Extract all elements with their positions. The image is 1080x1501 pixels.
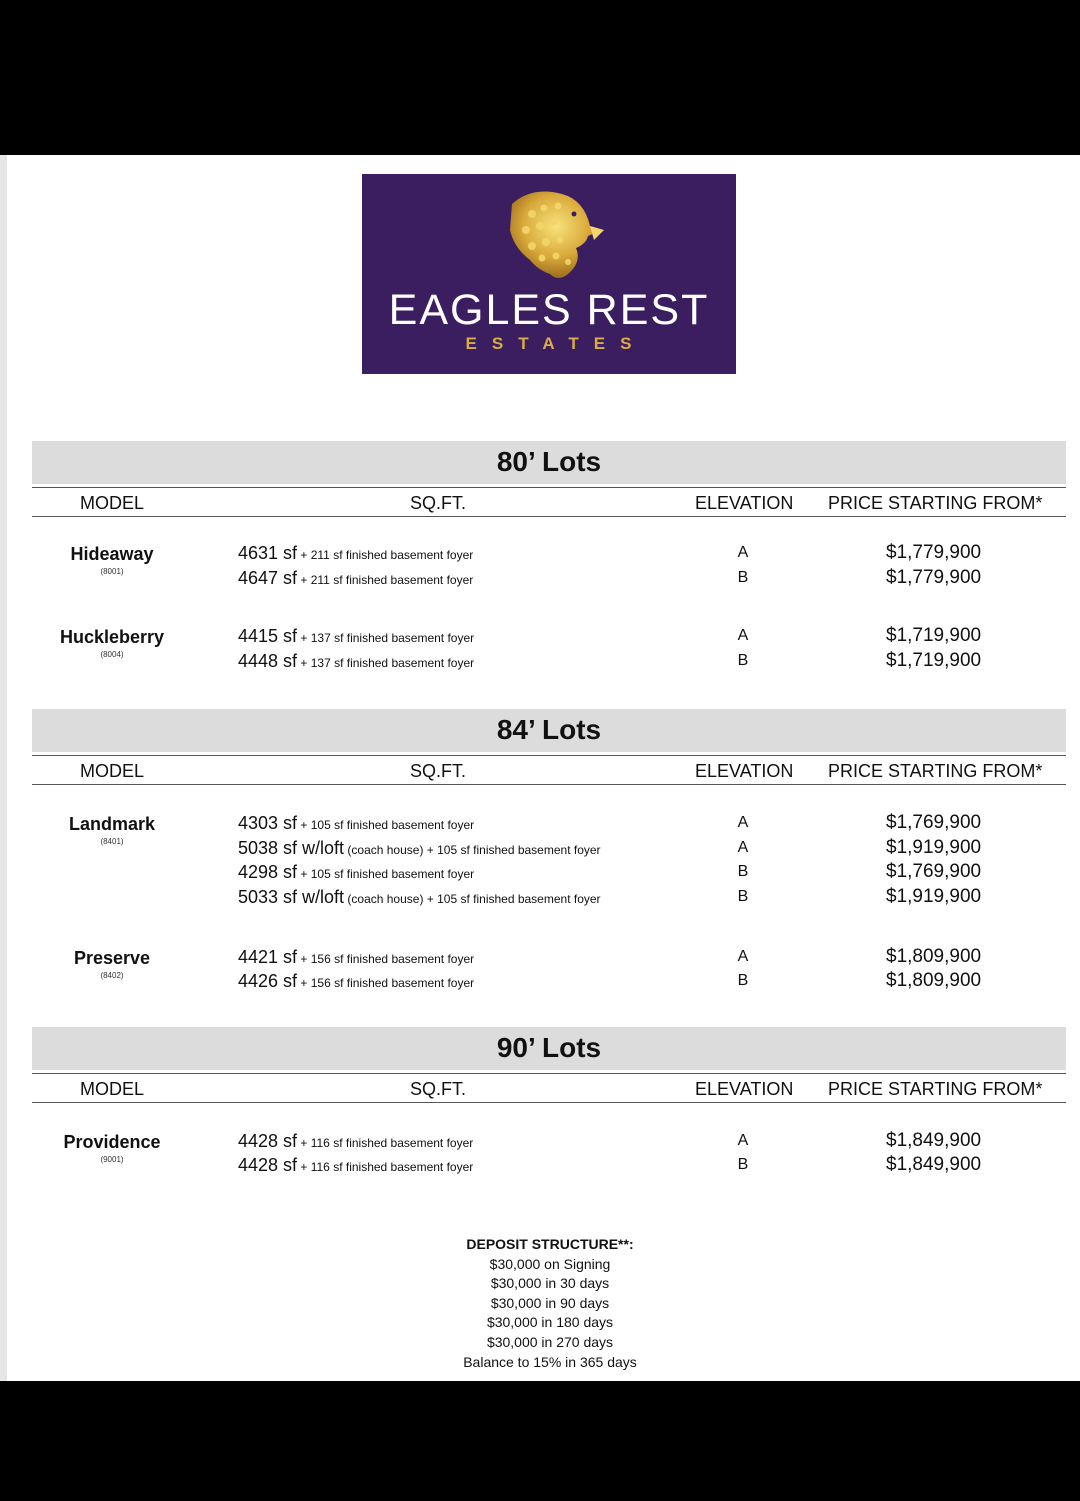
model-code: (8401) bbox=[100, 837, 124, 846]
deposit-line: $30,000 in 30 days bbox=[490, 1275, 610, 1292]
sqft-value bbox=[238, 626, 474, 647]
logo-subtitle: ESTATES bbox=[465, 334, 647, 353]
sqft-extra: + 156 sf finished basement foyer bbox=[297, 976, 475, 990]
sqft-main: 5038 sf w/loft bbox=[238, 837, 345, 858]
model-label bbox=[32, 544, 192, 576]
sqft-main: 4298 sf bbox=[238, 862, 298, 882]
price-value: $1,719,900 bbox=[886, 625, 982, 646]
elevation-value: A bbox=[737, 627, 749, 644]
elevation-value: B bbox=[737, 1156, 749, 1173]
header-model: MODEL bbox=[80, 1079, 145, 1099]
sqft-extra: + 105 sf finished basement foyer bbox=[297, 818, 475, 832]
price-value: $1,779,900 bbox=[886, 567, 982, 588]
sqft-extra: + 116 sf finished basement foyer bbox=[297, 1160, 474, 1174]
logo-name: EAGLES REST bbox=[388, 286, 710, 334]
model-code: (9001) bbox=[100, 1155, 124, 1164]
sqft-value bbox=[238, 838, 601, 859]
header-sqft: SQ.FT. bbox=[410, 761, 467, 781]
model-name: Providence bbox=[63, 1132, 161, 1152]
sqft-extra: + 156 sf finished basement foyer bbox=[297, 952, 475, 966]
sqft-value bbox=[238, 813, 474, 834]
price-value: $1,769,900 bbox=[886, 861, 982, 882]
price-value: $1,719,900 bbox=[886, 650, 982, 671]
logo bbox=[362, 174, 736, 374]
sqft-extra: (coach house) + 105 sf finished basement foyer bbox=[344, 842, 601, 857]
elevation-value: A bbox=[737, 1132, 749, 1149]
elevation-value: A bbox=[737, 544, 749, 561]
model-label bbox=[32, 627, 192, 659]
elevation-value: B bbox=[737, 887, 749, 905]
deposit-line: $30,000 in 90 days bbox=[490, 1294, 610, 1311]
price-value: $1,849,900 bbox=[886, 1130, 982, 1151]
sqft-extra: + 137 sf finished basement foyer bbox=[297, 631, 475, 645]
sqft-value bbox=[238, 568, 473, 589]
elevation-value: B bbox=[737, 863, 749, 880]
model-name: Hideaway bbox=[70, 544, 154, 564]
header-elevation: ELEVATION bbox=[695, 1079, 794, 1099]
elevation-value: B bbox=[737, 569, 749, 586]
deposit-title: DEPOSIT STRUCTURE**: bbox=[466, 1236, 634, 1252]
model-code: (8004) bbox=[100, 650, 124, 659]
sqft-main: 4426 sf bbox=[238, 971, 298, 991]
sqft-value bbox=[238, 887, 601, 908]
sqft-extra: + 137 sf finished basement foyer bbox=[297, 656, 475, 670]
price-value: $1,779,900 bbox=[886, 542, 982, 563]
elevation-value: A bbox=[737, 948, 749, 965]
model-label bbox=[32, 948, 192, 980]
elevation-value: B bbox=[737, 652, 749, 669]
model-code: (8402) bbox=[100, 971, 124, 980]
header-sqft: SQ.FT. bbox=[410, 1079, 467, 1099]
price-value: $1,919,900 bbox=[886, 836, 982, 858]
header-price: PRICE STARTING FROM* bbox=[828, 493, 1043, 513]
sqft-main: 4428 sf bbox=[238, 1131, 298, 1151]
header-price: PRICE STARTING FROM* bbox=[828, 1079, 1043, 1099]
deposit-line: $30,000 in 180 days bbox=[486, 1314, 614, 1331]
header-model: MODEL bbox=[80, 761, 145, 781]
model-name: Preserve bbox=[73, 948, 151, 968]
model-name: Landmark bbox=[68, 814, 156, 834]
section-title: 90’ Lots bbox=[496, 1032, 602, 1063]
sqft-value bbox=[238, 543, 473, 564]
column-headers bbox=[32, 1073, 1066, 1103]
header-sqft: SQ.FT. bbox=[410, 493, 467, 513]
deposit-structure bbox=[400, 1235, 700, 1372]
sqft-value bbox=[238, 651, 474, 672]
header-elevation: ELEVATION bbox=[695, 761, 794, 781]
model-name: Huckleberry bbox=[59, 627, 165, 647]
sqft-extra: + 105 sf finished basement foyer bbox=[297, 867, 475, 881]
sqft-extra: + 211 sf finished basement foyer bbox=[297, 573, 474, 587]
deposit-line: $30,000 on Signing bbox=[489, 1255, 611, 1272]
sqft-main: 4415 sf bbox=[238, 626, 298, 646]
elevation-value: A bbox=[737, 814, 749, 831]
sqft-main: 5033 sf w/loft bbox=[238, 886, 345, 907]
model-label bbox=[32, 1132, 192, 1164]
sqft-main: 4421 sf bbox=[238, 947, 298, 967]
price-value: $1,809,900 bbox=[886, 946, 982, 967]
sqft-value bbox=[238, 971, 474, 992]
sqft-value bbox=[238, 862, 474, 883]
sqft-main: 4303 sf bbox=[238, 813, 298, 833]
sqft-extra: (coach house) + 105 sf finished basement foyer bbox=[344, 891, 601, 906]
sqft-value bbox=[238, 1131, 473, 1152]
price-value: $1,919,900 bbox=[886, 885, 982, 907]
sqft-main: 4631 sf bbox=[238, 543, 298, 563]
sqft-extra: + 211 sf finished basement foyer bbox=[297, 548, 474, 562]
price-value: $1,809,900 bbox=[886, 970, 982, 991]
header-elevation: ELEVATION bbox=[695, 493, 794, 513]
deposit-line: $30,000 in 270 days bbox=[486, 1333, 614, 1350]
page-edge bbox=[0, 155, 7, 1381]
sqft-main: 4448 sf bbox=[238, 651, 298, 671]
elevation-value: B bbox=[737, 972, 749, 989]
model-label bbox=[32, 814, 192, 846]
column-headers bbox=[32, 487, 1066, 517]
model-code: (8001) bbox=[100, 567, 124, 576]
section-title: 80’ Lots bbox=[496, 446, 602, 477]
sqft-main: 4647 sf bbox=[238, 568, 298, 588]
sqft-main: 4428 sf bbox=[238, 1155, 298, 1175]
sqft-value bbox=[238, 947, 474, 968]
deposit-line: Balance to 15% in 365 days bbox=[463, 1353, 637, 1370]
elevation-value: A bbox=[737, 838, 749, 856]
sqft-extra: + 116 sf finished basement foyer bbox=[297, 1136, 474, 1150]
price-value: $1,769,900 bbox=[886, 812, 982, 833]
sqft-value bbox=[238, 1155, 473, 1176]
section-title: 84’ Lots bbox=[496, 714, 602, 745]
price-value: $1,849,900 bbox=[886, 1154, 982, 1175]
price-sheet bbox=[0, 155, 1080, 1381]
header-model: MODEL bbox=[80, 493, 145, 513]
header-price: PRICE STARTING FROM* bbox=[828, 761, 1043, 781]
column-headers bbox=[32, 755, 1066, 785]
